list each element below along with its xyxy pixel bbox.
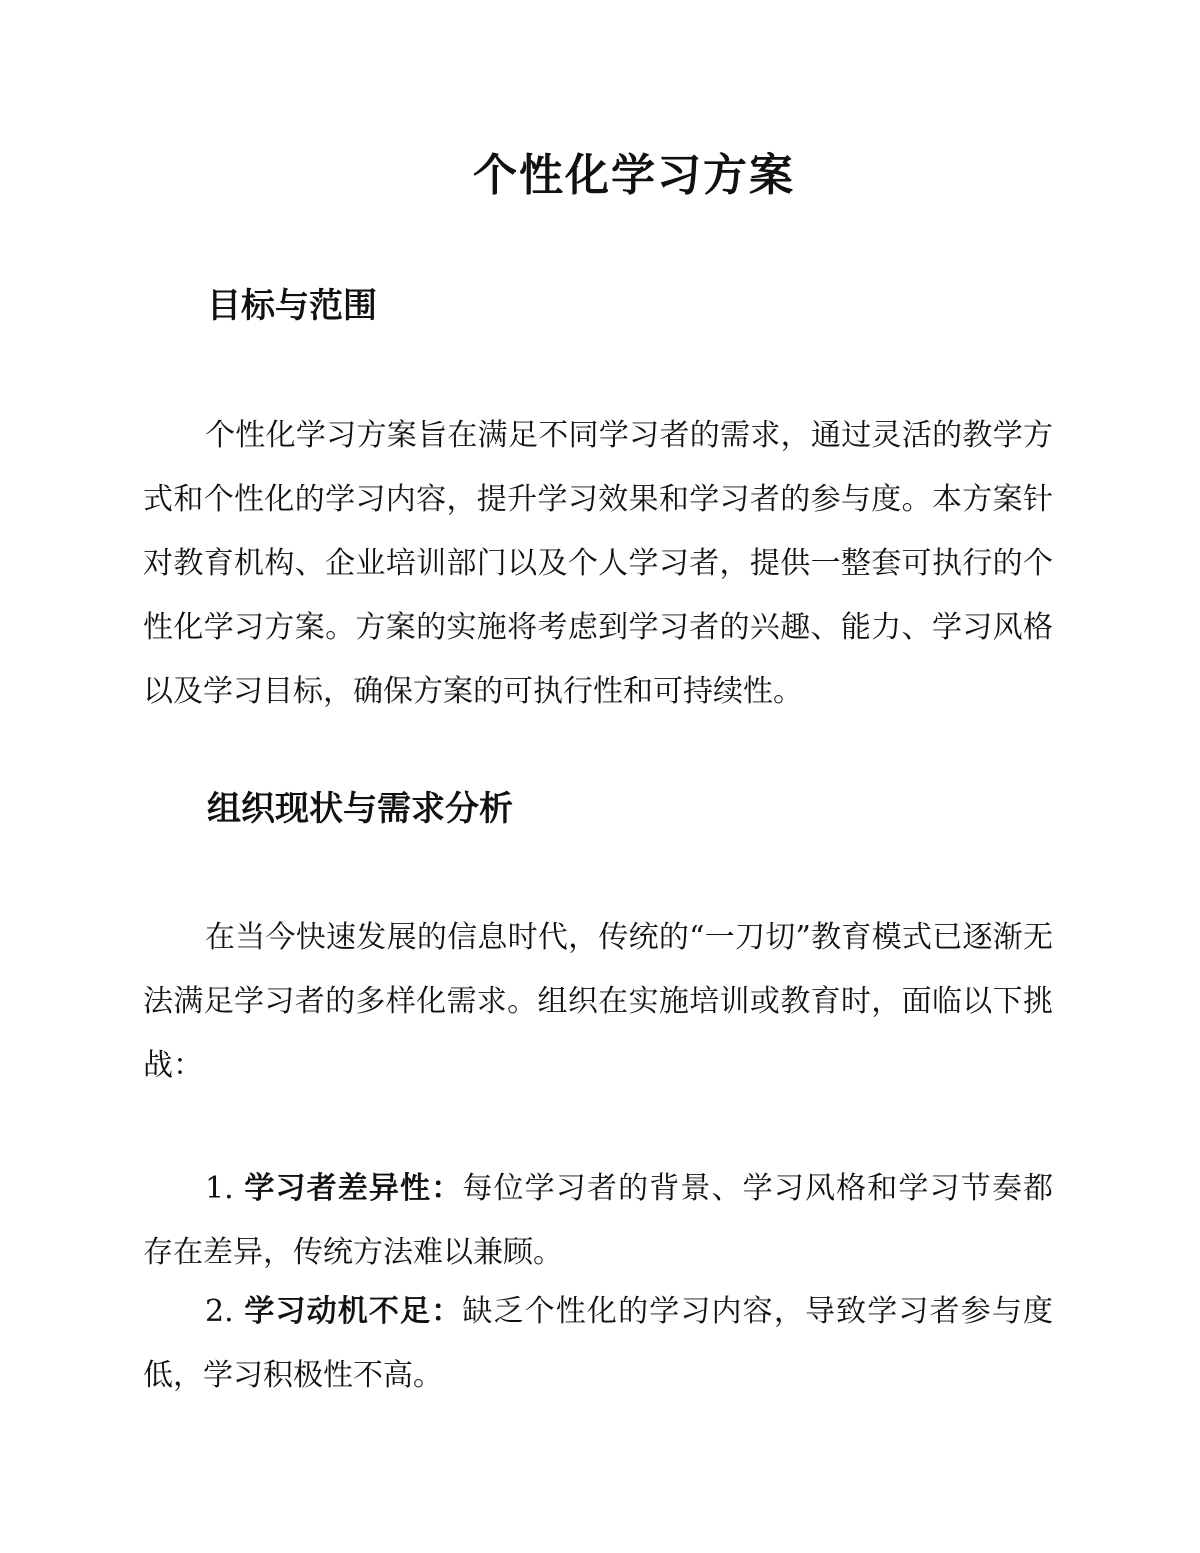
challenge-number: 1. — [205, 1171, 245, 1206]
document-title: 个性化学习方案 — [473, 150, 795, 201]
section-heading-goal-scope: 目标与范围 — [207, 286, 377, 326]
paragraph-status-analysis: 在当今快速发展的信息时代，传统的“一刀切”教育模式已逐渐无法满足学习者的多样化需求。组织在实施培训或教育时，面临以下挑战： — [143, 920, 1053, 1083]
section-heading-status-analysis: 组织现状与需求分析 — [207, 789, 513, 829]
challenge-item — [143, 1280, 1053, 1408]
challenge-term: 学习者差异性： — [244, 1171, 463, 1206]
challenge-text: 每位学习者的背景、学习风格和学习节奏都存在差异，传统方法难以兼顾。 — [143, 1171, 1053, 1270]
challenge-term: 学习动机不足： — [244, 1294, 463, 1329]
challenge-number: 2. — [205, 1294, 245, 1329]
challenge-item — [143, 1157, 1053, 1285]
paragraph-goal-scope: 个性化学习方案旨在满足不同学习者的需求，通过灵活的教学方式和个性化的学习内容，提升学习效果和学习者的参与度。本方案针对教育机构、企业培训部门以及个人学习者，提供一整套可执行的个性化学习方案。方案的实施将考虑到学习者的兴趣、能力、学习风格以及学习目标，确保方案的可执行性和可持续性。 — [143, 418, 1053, 709]
challenge-text: 缺乏个性化的学习内容，导致学习者参与度低，学习积极性不高。 — [143, 1294, 1053, 1393]
